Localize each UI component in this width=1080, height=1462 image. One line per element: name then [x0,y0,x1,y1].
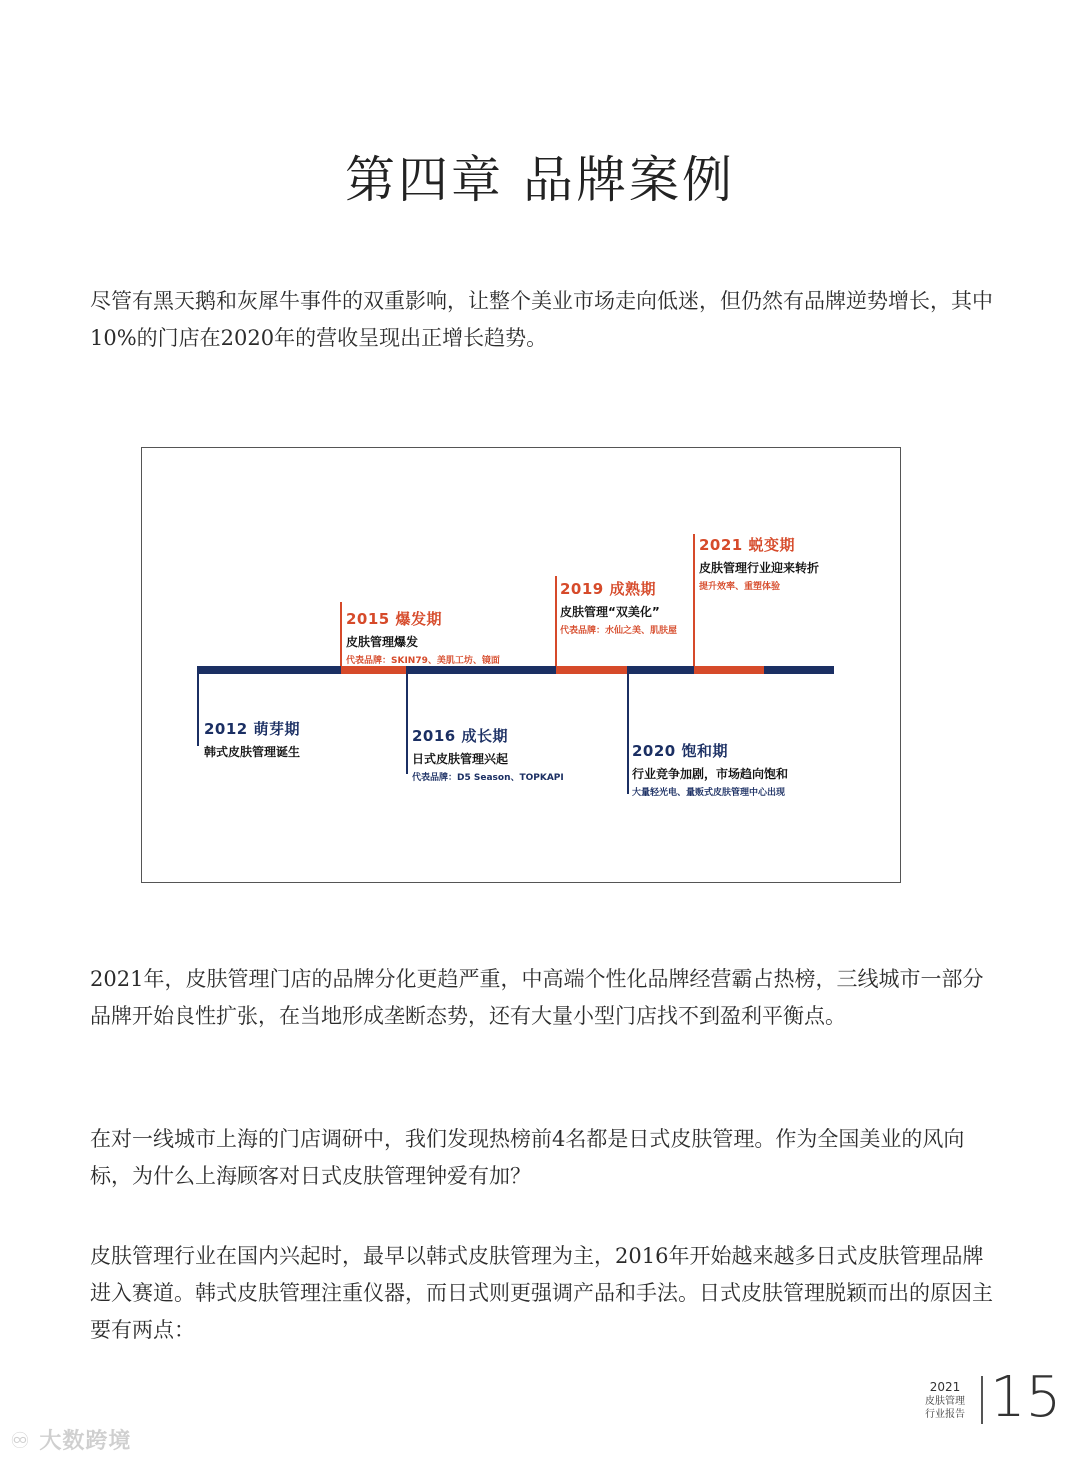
stage-heading: 2019 成熟期 [560,580,656,598]
stage-2016 [412,725,564,783]
stage-desc: 皮肤管理行业迎来转折 [699,561,820,575]
stage-2012 [204,718,300,760]
footer-year: 2021 [929,1380,961,1394]
timeline-segment-tail [764,666,834,674]
footer-line1: 皮肤管理 [925,1396,965,1407]
connector-2012 [197,666,199,746]
stage-2020 [632,740,788,798]
timeline-segment-2021 [694,666,764,674]
stage-rep: 代表品牌：水仙之美、肌肤屋 [560,626,678,636]
stage-rep: 提升效率、重塑体验 [699,582,781,592]
stage-heading: 2021 蜕变期 [699,536,795,554]
page-number: 15 [990,1365,1062,1430]
watermark-text: 大数跨境 [39,1429,132,1454]
connector-2015 [340,602,342,666]
stage-rep: 大量轻光电、量贩式皮肤管理中心出现 [632,788,786,798]
intro-paragraph: 尽管有黑天鹅和灰犀牛事件的双重影响，让整个美业市场走向低迷，但仍然有品牌逆势增长，其中10%的门店在2020年的营收呈现出正增长趋势。 [90,289,993,350]
stage-desc: 行业竞争加剧，市场趋向饱和 [632,767,789,781]
stage-desc: 皮肤管理爆发 [346,635,419,649]
stage-2015 [346,608,500,666]
stage-heading: 2016 成长期 [412,727,508,745]
stage-desc: 日式皮肤管理兴起 [412,752,509,766]
stage-desc: 皮肤管理“双美化” [560,605,660,619]
stage-heading: 2015 爆发期 [346,610,442,628]
watermark-logo-icon: ♾ [10,1429,40,1454]
timeline-segment-2015 [341,666,406,674]
connector-2016 [406,666,408,774]
timeline-segment-2020 [627,666,694,674]
stage-desc: 韩式皮肤管理诞生 [204,745,301,759]
paragraph-japanese-style: 皮肤管理行业在国内兴起时，最早以韩式皮肤管理为主，2016年开始越来越多日式皮肤管理品牌进入赛道。韩式皮肤管理注重仪器，而日式则更强调产品和手法。日式皮肤管理脱颖而出的原因主要有两点： [90,1244,993,1342]
timeline-segment-2019 [556,666,627,674]
chapter-title: 第四章 品牌案例 [345,151,735,209]
timeline-segment-2016 [406,666,556,674]
timeline-segment-2012 [197,666,341,674]
stage-heading: 2012 萌芽期 [204,720,300,738]
stage-heading: 2020 饱和期 [632,742,728,760]
footer-line2: 行业报告 [925,1409,965,1420]
watermark [10,1424,131,1455]
connector-2019 [555,576,557,666]
stage-rep: 代表品牌：D5 Season、TOPKAPI [412,773,564,783]
timeline-figure [141,447,901,883]
footer-divider [981,1376,983,1424]
paragraph-2021: 2021年，皮肤管理门店的品牌分化更趋严重，中高端个性化品牌经营霸占热榜，三线城市一部分品牌开始良性扩张，在当地形成垄断态势，还有大量小型门店找不到盈利平衡点。 [90,967,984,1028]
paragraph-shanghai: 在对一线城市上海的门店调研中，我们发现热榜前4名都是日式皮肤管理。作为全国美业的风向标，为什么上海顾客对日式皮肤管理钟爱有加？ [90,1127,965,1188]
connector-2021 [693,534,695,666]
connector-2020 [627,666,629,794]
stage-2019 [560,578,677,636]
stage-2021 [699,534,819,592]
stage-rep: 代表品牌：SKIN79、美肌工坊、镜面 [346,656,500,666]
